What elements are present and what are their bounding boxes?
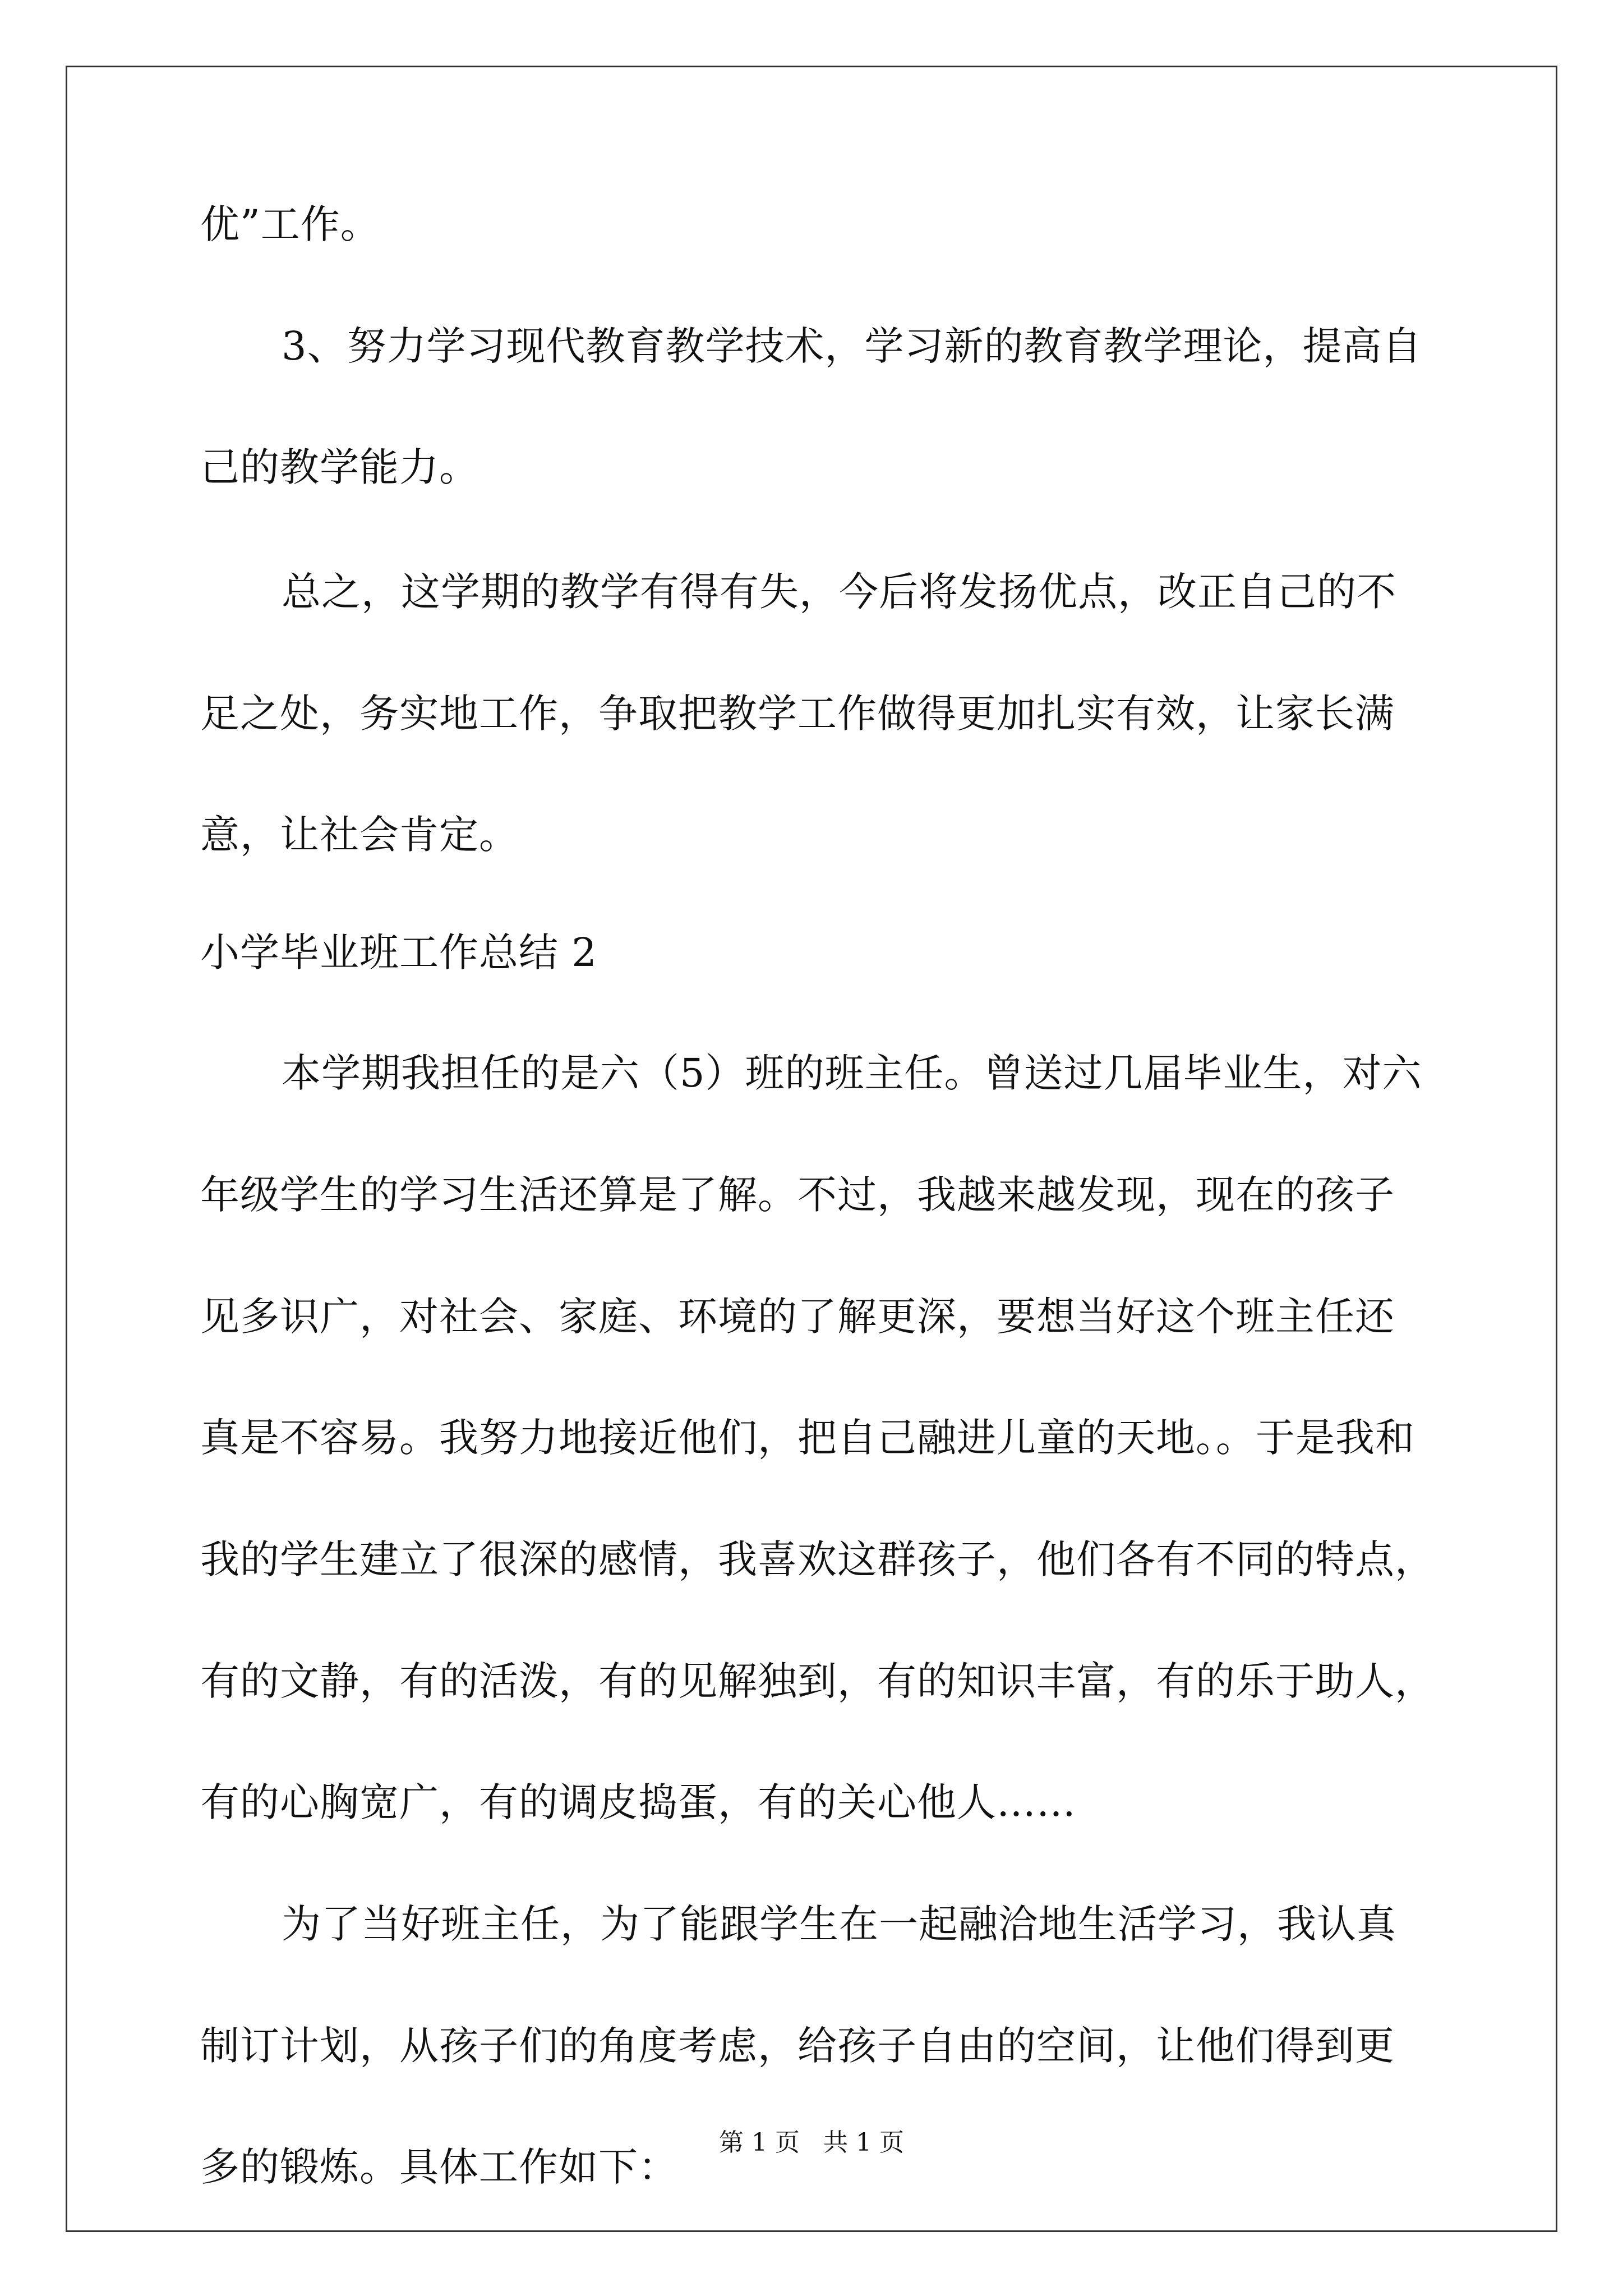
paragraph-line: 总之，这学期的教学有得有失，今后将发扬优点，改正自己的不 <box>282 569 1396 615</box>
paragraph-line: 有的文静，有的活泼，有的见解独到，有的知识丰富，有的乐于助人， <box>200 1658 1435 1704</box>
paragraph-line: 3、努力学习现代教育教学技术，学习新的教育教学理论，提高自 <box>282 323 1422 369</box>
paragraph-line: 优”工作。 <box>200 201 380 247</box>
paragraph-line: 真是不容易。我努力地接近他们，把自己融进儿童的天地。。于是我和 <box>200 1415 1415 1461</box>
section-heading: 小学毕业班工作总结 2 <box>200 930 597 976</box>
paragraph-line: 足之处，务实地工作，争取把教学工作做得更加扎实有效，让家长满 <box>200 691 1395 737</box>
paragraph-line: 我的学生建立了很深的感情，我喜欢这群孩子，他们各有不同的特点， <box>200 1536 1435 1582</box>
paragraph-line: 多的锻炼。具体工作如下： <box>200 2144 678 2190</box>
paragraph-line: 意，让社会肯定。 <box>200 812 519 858</box>
paragraph-line: 为了当好班主任，为了能跟学生在一起融洽地生活学习，我认真 <box>282 1901 1396 1947</box>
paragraph-line: 本学期我担任的是六（5）班的班主任。曾送过几届毕业生，对六 <box>282 1050 1422 1096</box>
paragraph-line: 己的教学能力。 <box>200 444 479 490</box>
paragraph-line: 年级学生的学习生活还算是了解。不过，我越来越发现，现在的孩子 <box>200 1172 1395 1218</box>
paragraph-line: 制订计划，从孩子们的角度考虑，给孩子自由的空间，让他们得到更 <box>200 2023 1395 2069</box>
page-number-footer: 第 1 页 共 1 页 <box>719 2128 904 2157</box>
paragraph-line: 见多识广，对社会、家庭、环境的了解更深，要想当好这个班主任还 <box>200 1294 1395 1340</box>
paragraph-line: 有的心胸宽广，有的调皮捣蛋，有的关心他人…… <box>200 1779 1076 1825</box>
